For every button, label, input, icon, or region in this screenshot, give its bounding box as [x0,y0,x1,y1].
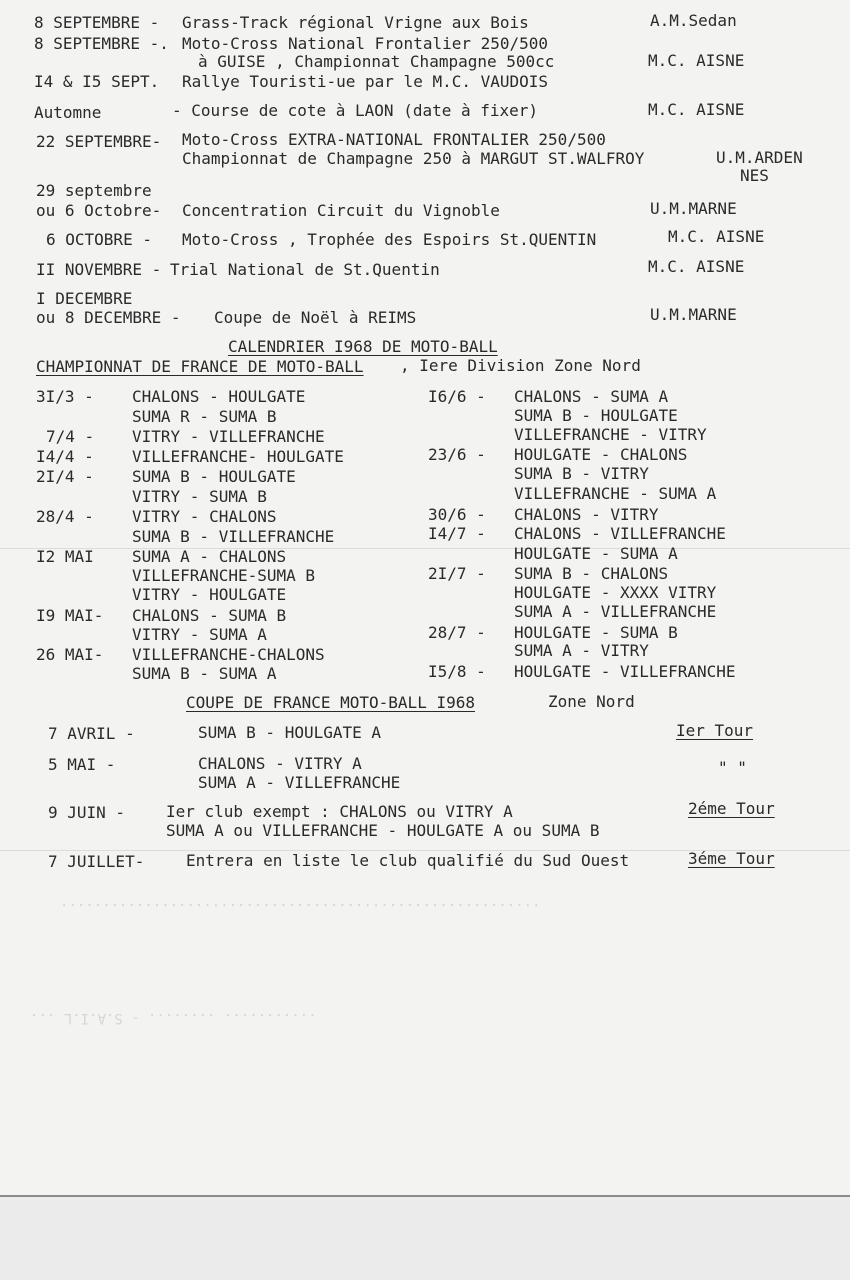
event-date: 6 OCTOBRE - [46,230,152,249]
event-description: Trial National de St.Quentin [170,260,440,279]
coupe-date: 9 JUIN - [48,803,126,822]
event-date: 8 SEPTEMBRE - [34,13,160,32]
fixture-match: CHALONS - VITRY [514,505,659,524]
coupe-match: Ier club exempt : CHALONS ou VITRY A [166,802,513,821]
event-organizer: M.C. AISNE [668,227,765,246]
fixture-match: VITRY - HOULGATE [132,585,287,604]
event-organizer: U.M.MARNE [650,305,737,324]
event-date: 22 SEPTEMBRE- [36,132,162,151]
event-description: Rallye Touristi-ue par le M.C. VAUDOIS [182,72,549,91]
event-description-line2: Championnat de Champagne 250 à MARGUT ST.WALFROY [182,149,645,168]
fixture-match: CHALONS - SUMA A [514,387,669,406]
fixture-date: I5/8 - [428,662,486,681]
fixture-date: 7/4 - [46,427,95,446]
fixture-match: CHALONS - SUMA B [132,606,287,625]
event-description: Moto-Cross National Frontalier 250/500 [182,34,549,53]
event-organizer-line2: NES [740,166,769,185]
paper-fold [0,548,850,549]
fixture-match: VILLEFRANCHE - SUMA A [514,484,717,503]
fixture-date: 23/6 - [428,445,486,464]
fixture-match: VILLEFRANCHE-SUMA B [132,566,316,585]
fixture-match: VITRY - VILLEFRANCHE [132,427,325,446]
fixture-match: HOULGATE - XXXX VITRY [514,583,717,602]
coupe-round: 2éme Tour [688,799,775,818]
show-through-text: ......................................................... [60,900,541,916]
fixture-match: VILLEFRANCHE- HOULGATE [132,447,344,466]
fixture-date: I2 MAI [36,547,94,566]
fixture-match: SUMA R - SUMA B [132,407,277,426]
championship-division: , Iere Division Zone Nord [400,356,641,375]
event-description: Coupe de Noël à REIMS [214,308,417,327]
fixture-match: SUMA B - HOULGATE [514,406,678,425]
event-description: Grass-Track régional Vrigne aux Bois [182,13,529,32]
fixture-match: HOULGATE - SUMA A [514,544,678,563]
event-date: 8 SEPTEMBRE -. [34,34,169,53]
fixture-match: HOULGATE - VILLEFRANCHE [514,662,736,681]
coupe-match: CHALONS - VITRY A [198,754,362,773]
coupe-date: 7 AVRIL - [48,724,135,743]
event-date: I DECEMBRE [36,289,133,308]
championship-title: CHAMPIONNAT DE FRANCE DE MOTO-BALL [36,357,364,376]
event-date-line2: ou 6 Octobre- [36,201,162,220]
fixture-match: SUMA B - CHALONS [514,564,669,583]
coupe-match: SUMA A ou VILLEFRANCHE - HOULGATE A ou SUMA B [166,821,600,840]
event-date-line2: ou 8 DECEMBRE - [36,308,181,327]
coupe-round: Ier Tour [676,721,754,740]
fixture-date: 30/6 - [428,505,486,524]
fixture-match: SUMA A - VILLEFRANCHE [514,602,717,621]
fixture-match: VILLEFRANCHE-CHALONS [132,645,325,664]
scan-background [0,1197,850,1280]
fixture-date: I4/7 - [428,524,486,543]
motoball-title: CALENDRIER I968 DE MOTO-BALL [228,337,498,356]
coupe-match: Entrera en liste le club qualifié du Sud Ouest [186,851,630,870]
fixture-match: SUMA B - SUMA A [132,664,277,683]
fixture-match: SUMA A - CHALONS [132,547,287,566]
event-description: - Course de cote à LAON (date à fixer) [172,101,539,120]
fixture-date: 2I/4 - [36,467,94,486]
coupe-match: SUMA B - HOULGATE A [198,723,382,742]
fixture-date: I6/6 - [428,387,486,406]
fixture-date: 28/7 - [428,623,486,642]
event-date: 29 septembre [36,181,152,200]
event-date: I4 & I5 SEPT. [34,72,160,91]
fixture-match: VITRY - CHALONS [132,507,277,526]
fixture-match: VITRY - SUMA B [132,487,267,506]
fixture-match: HOULGATE - SUMA B [514,623,678,642]
fixture-match: SUMA B - HOULGATE [132,467,296,486]
event-description-line2: à GUISE , Championnat Champagne 500cc [198,52,555,71]
fixture-date: 2I/7 - [428,564,486,583]
event-organizer: U.M.MARNE [650,199,737,218]
event-description: Concentration Circuit du Vignoble [182,201,500,220]
event-date: Automne [34,103,102,122]
fixture-date: 3I/3 - [36,387,94,406]
fixture-date: I9 MAI- [36,606,104,625]
fixture-date: 28/4 - [36,507,94,526]
fixture-match: CHALONS - VILLEFRANCHE [514,524,726,543]
coupe-round: 3éme Tour [688,849,775,868]
fixture-date: I4/4 - [36,447,94,466]
fixture-match: VITRY - SUMA A [132,625,267,644]
show-through-text: ........... ........ - S.A.I.L ... [30,1010,317,1026]
fixture-match: SUMA B - VITRY [514,464,649,483]
coupe-date: 5 MAI - [48,755,116,774]
fixture-date: 26 MAI- [36,645,104,664]
fixture-match: CHALONS - HOULGATE [132,387,306,406]
fixture-match: VILLEFRANCHE - VITRY [514,425,707,444]
event-organizer: U.M.ARDEN [716,148,803,167]
event-organizer: M.C. AISNE [648,100,745,119]
fixture-match: HOULGATE - CHALONS [514,445,688,464]
event-description: Moto-Cross EXTRA-NATIONAL FRONTALIER 250/500 [182,130,606,149]
coupe-round: " " [718,758,747,777]
coupe-date: 7 JUILLET- [48,852,145,871]
event-description: Moto-Cross , Trophée des Espoirs St.QUENTIN [182,230,597,249]
fixture-match: SUMA A - VITRY [514,641,649,660]
coupe-match: SUMA A - VILLEFRANCHE [198,773,401,792]
event-date: II NOVEMBRE - [36,260,162,279]
event-organizer: M.C. AISNE [648,257,745,276]
coupe-zone: Zone Nord [548,692,635,711]
event-organizer: M.C. AISNE [648,51,745,70]
coupe-title: COUPE DE FRANCE MOTO-BALL I968 [186,693,475,712]
fixture-match: SUMA B - VILLEFRANCHE [132,527,335,546]
event-organizer: A.M.Sedan [650,11,737,30]
